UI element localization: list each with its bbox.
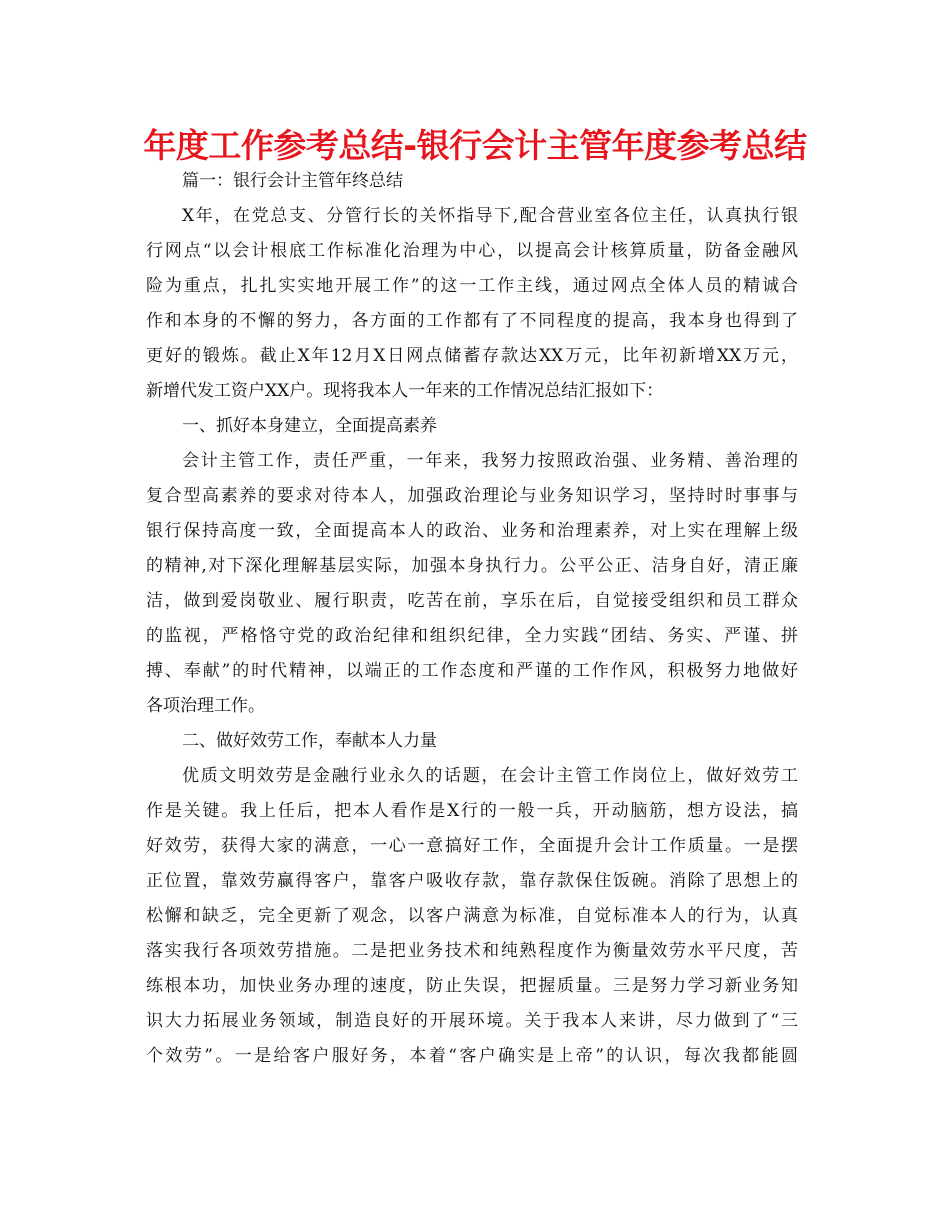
text-line: 二、做好效劳工作，奉献本人力量	[182, 731, 437, 751]
text-line: 正位置，靠效劳赢得客户，靠客户吸收存款，靠存款保住饭碗。消除了思想上的	[146, 871, 798, 891]
text-line: 复合型高素养的要求对待本人，加强政治理论与业务知识学习，坚持时时事事与	[146, 486, 798, 506]
text-line: 作和本身的不懈的努力，各方面的工作都有了不同程度的提高，我本身也得到了	[146, 311, 798, 331]
text-line: 松懈和缺乏，完全更新了观念，以客户满意为标准，自觉标准本人的行为，认真	[146, 906, 798, 926]
text-line: 更好的锻炼。截止X年12月X日网点储蓄存款达XX万元，比年初新增XX万元，	[146, 346, 798, 366]
text-line: 新增代发工资户XX户。现将我本人一年来的工作情况总结汇报如下：	[146, 381, 664, 401]
text-line: 各项治理工作。	[146, 696, 265, 716]
text-line: 的精神,对下深化理解基层实际，加强本身执行力。公平公正、洁身自好，清正廉	[146, 556, 798, 576]
text-line: 好效劳，获得大家的满意，一心一意搞好工作，全面提升会计工作质量。一是摆	[146, 836, 798, 856]
document-title: 年度工作参考总结-银行会计主管年度参考总结	[143, 126, 807, 165]
text-line: 的监视，严格恪守党的政治纪律和组织纪律，全力实践“团结、务实、严谨、拼	[146, 626, 798, 646]
text-line: 作是关键。我上任后，把本人看作是X行的一般一兵，开动脑筋，想方设法，搞	[146, 801, 798, 821]
text-line: 练根本功，加快业务办理的速度，防止失误，把握质量。三是努力学习新业务知	[146, 976, 798, 996]
text-line: 优质文明效劳是金融行业永久的话题，在会计主管工作岗位上，做好效劳工	[182, 766, 798, 786]
text-line: 洁，做到爱岗敬业、履行职责，吃苦在前，享乐在后，自觉接受组织和员工群众	[146, 591, 798, 611]
text-line: 会计主管工作，责任严重，一年来，我努力按照政治强、业务精、善治理的	[182, 451, 798, 471]
text-line: 搏、奉献”的时代精神，以端正的工作态度和严谨的工作作风，积极努力地做好	[146, 661, 798, 681]
text-line: 个效劳”。一是给客户服好务，本着“客户确实是上帝”的认识，每次我都能圆	[146, 1046, 798, 1066]
text-line: 银行保持高度一致，全面提高本人的政治、业务和治理素养，对上实在理解上级	[146, 521, 798, 541]
text-line: 一、抓好本身建立，全面提高素养	[182, 416, 437, 436]
text-line: 险为重点，扎扎实实地开展工作”的这一工作主线，通过网点全体人员的精诚合	[146, 276, 798, 296]
text-line: 识大力拓展业务领域，制造良好的开展环境。关于我本人来讲，尽力做到了“三	[146, 1011, 798, 1031]
text-line: 行网点“以会计根底工作标准化治理为中心，以提高会计核算质量，防备金融风	[146, 241, 798, 261]
text-line: 落实我行各项效劳措施。二是把业务技术和纯熟程度作为衡量效劳水平尺度，苦	[146, 941, 798, 961]
document-body	[146, 164, 798, 1074]
text-line: X年，在党总支、分管行长的关怀指导下,配合营业室各位主任，认真执行银	[182, 206, 798, 226]
text-line: 篇一：银行会计主管年终总结	[182, 171, 403, 191]
